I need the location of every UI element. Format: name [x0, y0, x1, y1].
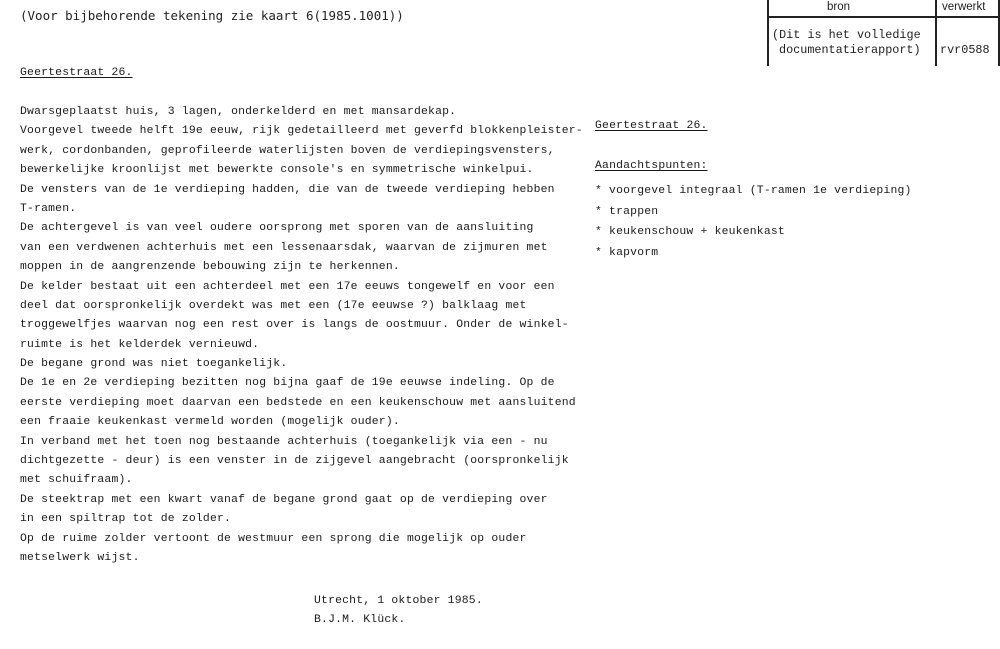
- body-line: moppen in de aangrenzende bebouwing zijn te herkennen.: [20, 261, 400, 274]
- attention-item: [595, 181, 912, 202]
- body-line: van een verdwenen achterhuis met een lessenaarsdak, waarvan de zijmuren met: [20, 241, 548, 254]
- body-line: dichtgezette - deur) is een venster in de zijgevel aangebracht (oorspronkelijk: [20, 455, 569, 468]
- attention-item-text: keukenschouw + keukenkast: [609, 226, 785, 238]
- bullet-icon: *: [595, 226, 603, 238]
- body-line: De steektrap met een kwart vanaf de begane grond gaat op de verdieping over: [20, 493, 548, 506]
- body-line: Voorgevel tweede helft 19e eeuw, rijk gedetailleerd met geverfd blokkenpleister-: [20, 125, 583, 138]
- body-line: een fraaie keukenkast vermeld worden (mogelijk ouder).: [20, 416, 400, 429]
- attention-item: [595, 202, 912, 223]
- side-title: Geertestraat 26.: [595, 120, 708, 132]
- attention-label: Aandachtspunten:: [595, 160, 708, 172]
- archive-stamp: [767, 0, 1000, 66]
- signoff-place-date: Utrecht, 1 oktober 1985.: [314, 595, 483, 607]
- body-line: werk, cordonbanden, geprofileerde waterlijsten boven de verdiepingsvensters,: [20, 144, 555, 157]
- stamp-bron-line-1: (Dit is het volledige: [772, 28, 921, 42]
- stamp-header-bron: bron: [827, 1, 851, 13]
- reference-note: (Voor bijbehorende tekening zie kaart 6(1985.1001)): [20, 8, 404, 23]
- body-line: metselwerk wijst.: [20, 551, 140, 564]
- stamp-header-verwerkt: verwerkt: [942, 1, 986, 13]
- body-line: Dwarsgeplaatst huis, 3 lagen, onderkelderd en met mansardekap.: [20, 106, 457, 118]
- body-line: troggewelfjes waarvan nog een rest over is langs de oostmuur. Onder de winkel-: [20, 319, 569, 332]
- body-line: De begane grond was niet toegankelijk.: [20, 358, 288, 371]
- bullet-icon: *: [595, 185, 603, 197]
- body-line: eerste verdieping moet daarvan een bedstede en een keukenschouw met aansluitend: [20, 396, 576, 409]
- attention-item-text: kapvorm: [609, 246, 659, 259]
- body-line: De achtergevel is van veel oudere oorsprong met sporen van de aansluiting: [20, 222, 534, 235]
- body-line: T-ramen.: [20, 202, 77, 215]
- body-line: De 1e en 2e verdieping bezitten nog bijna gaaf de 19e eeuwse indeling. Op de: [20, 377, 555, 390]
- bullet-icon: *: [595, 205, 603, 218]
- body-line: ruimte is het kelderdek vernieuwd.: [20, 338, 260, 351]
- signoff-name: B.J.M. Klück.: [314, 614, 406, 626]
- main-title: Geertestraat 26.: [20, 67, 133, 79]
- body-line: met schuifraam).: [20, 474, 133, 487]
- body-line: In verband met het toen nog bestaande achterhuis (toegankelijk via een - nu: [20, 435, 548, 448]
- attention-item-text: trappen: [609, 205, 659, 218]
- body-line: in een spiltrap tot de zolder.: [20, 513, 232, 526]
- attention-item: [595, 222, 912, 243]
- body-line: bewerkelijke kroonlijst met bewerkte console's en symmetrische winkelpui.: [20, 164, 534, 177]
- body-line: deel dat oorspronkelijk overdekt was met een (17e eeuwse ?) balklaag met: [20, 299, 527, 312]
- body-line: Op de ruime zolder vertoont de westmuur een sprong die mogelijk op ouder: [20, 532, 527, 545]
- attention-item: [595, 243, 912, 264]
- body-line: De kelder bestaat uit een achterdeel met een 17e eeuws tongewelf en voor een: [20, 280, 555, 293]
- report-body: [20, 103, 583, 568]
- body-line: De vensters van de 1e verdieping hadden, die van de tweede verdieping hebben: [20, 183, 555, 196]
- attention-list: [595, 181, 912, 263]
- bullet-icon: *: [595, 246, 603, 259]
- stamp-bron-line-2: documentatierapport): [779, 43, 921, 57]
- attention-item-text: voorgevel integraal (T-ramen 1e verdieping): [609, 185, 912, 197]
- stamp-verwerkt-value: rvr0588: [940, 43, 990, 57]
